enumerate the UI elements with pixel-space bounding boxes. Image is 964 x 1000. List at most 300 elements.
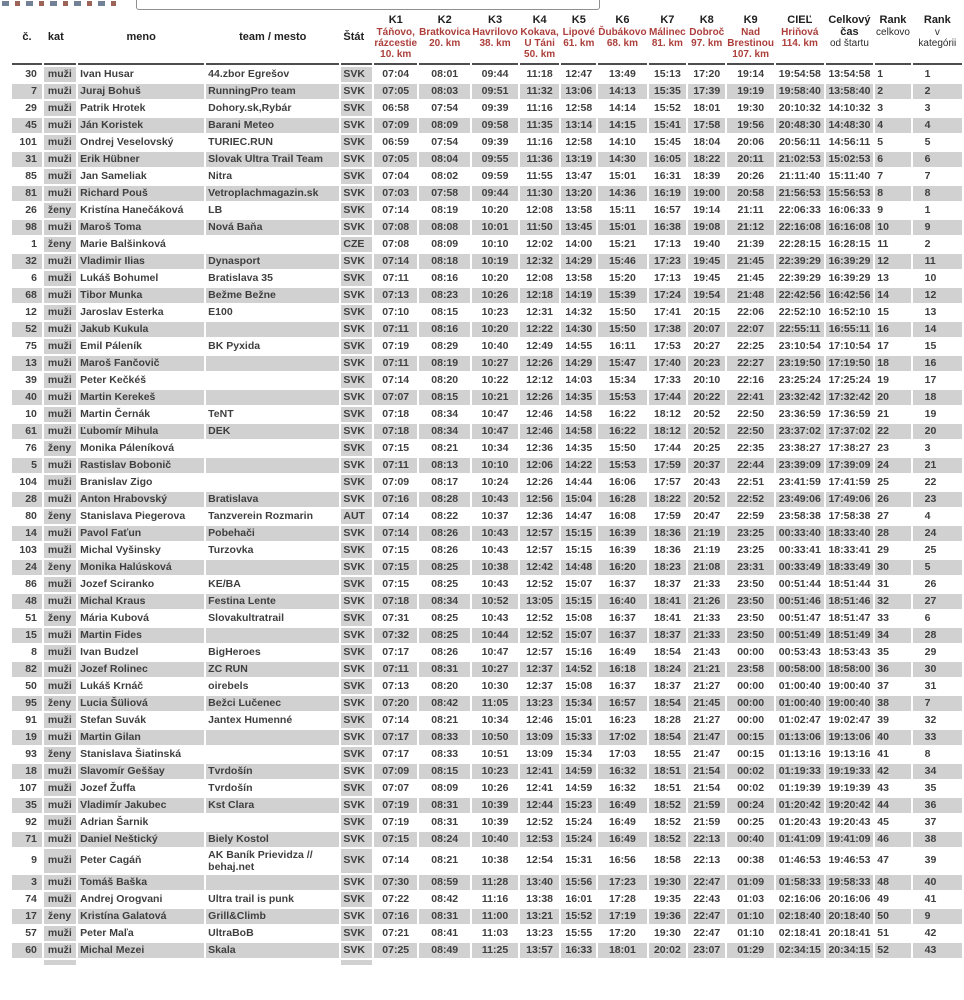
cell-meno: Peter Cagáň [80, 854, 142, 866]
cell-kat: muži [44, 475, 76, 490]
cell-team: Festina Lente [206, 594, 339, 609]
cell-k4: 11:30 [520, 186, 560, 201]
cell-rank: 51 [877, 926, 889, 939]
cell-k2: 08:31 [419, 662, 470, 677]
cell-k2: 08:31 [419, 798, 470, 813]
cell-bib: 13 [12, 356, 42, 371]
cell-k7: 18:36 [649, 526, 687, 541]
cell-k3: 10:47 [481, 407, 509, 420]
table-row [12, 356, 962, 371]
cell-k1: 07:17 [382, 747, 410, 760]
cell-rankkat: 7 [924, 169, 931, 182]
cell-k1: 07:16 [374, 909, 417, 924]
cell-k4: 13:23 [520, 696, 560, 711]
cell-k1: 07:13 [374, 288, 417, 303]
cell-kat: muži [44, 849, 76, 873]
cell-k3: 11:25 [472, 943, 518, 958]
cell-team [206, 390, 339, 405]
col-header-k4[interactable]: K4 Kokava, U Táni 50. km [520, 14, 560, 65]
table-row [12, 237, 962, 252]
cell-total: 20:18:40 [826, 909, 874, 924]
cell-k7: 16:31 [653, 169, 681, 182]
cell-k8: 22:13 [693, 854, 721, 866]
table-row [12, 909, 962, 924]
cell-ciel: 00:33:49 [776, 560, 824, 575]
col-header-k5[interactable]: K5 Lipové 61. km [561, 14, 596, 65]
cell-k4: 12:36 [526, 441, 554, 454]
table-row [12, 220, 962, 235]
cell-rank: 41 [877, 747, 889, 760]
cell-k3: 10:21 [472, 390, 518, 405]
cell-k8: 21:45 [688, 696, 725, 711]
cell-total: 16:42:56 [826, 288, 874, 303]
cell-k7: 16:05 [649, 152, 687, 167]
col-header-k2[interactable]: K2 Bratkovica 20. km [419, 14, 470, 65]
cell-k3: 10:34 [481, 713, 509, 726]
cell-k8: 20:43 [693, 475, 721, 488]
cell-k4: 12:32 [520, 254, 560, 269]
cell-k6: 17:02 [598, 730, 646, 745]
cell-k9: 21:45 [737, 271, 765, 284]
cell-total: 17:41:59 [828, 475, 871, 488]
cell-ciel: 00:51:44 [778, 577, 821, 590]
cell-k7: 18:37 [649, 628, 687, 643]
cell-k9: 22:52 [727, 492, 774, 507]
col-header-team[interactable]: team / mesto [206, 14, 339, 65]
cell-k1: 07:05 [374, 152, 417, 167]
col-header-kat[interactable]: kat [44, 14, 76, 65]
cell-team [206, 747, 339, 762]
cell-meno: Maroš Fančovič [78, 356, 204, 371]
cell-ciel: 22:55:11 [776, 322, 824, 337]
cell-k4: 12:42 [520, 560, 560, 575]
col-header-ciel[interactable]: CIEĽ Hriňová 114. km [776, 14, 824, 65]
cell-total: 18:53:43 [828, 645, 871, 658]
col-header-rankkat[interactable]: Rank v kategórii [913, 14, 962, 65]
cell-k4: 12:26 [520, 390, 560, 405]
cell-k1: 07:03 [374, 186, 417, 201]
cell-total: 17:36:59 [828, 407, 871, 420]
col-header-k7[interactable]: K7 Málinec 81. km [649, 14, 687, 65]
cell-k6: 16:22 [598, 424, 646, 439]
cell-k8: 19:08 [688, 220, 725, 235]
cell-team: ZC RUN [206, 662, 339, 677]
cell-k5: 14:35 [561, 390, 596, 405]
cell-k9: 21:39 [737, 237, 765, 250]
cell-k8: 19:40 [693, 237, 721, 250]
cell-k7: 18:41 [653, 611, 681, 624]
cell-k9: 19:14 [737, 67, 765, 80]
cell-k2: 08:49 [419, 943, 470, 958]
col-header-bib[interactable]: č. [12, 14, 42, 65]
cell-k8: 20:22 [688, 390, 725, 405]
cell-k8: 19:45 [688, 254, 725, 269]
cell-k3: 10:26 [481, 781, 509, 794]
cell-bib: 104 [19, 475, 37, 488]
cell-stat: SVK [341, 764, 372, 779]
cell-k6: 15:21 [608, 237, 636, 250]
cell-k4: 11:16 [526, 135, 553, 148]
cell-meno: Tomáš Baška [78, 875, 204, 890]
cell-stat: SVK [341, 594, 372, 609]
cell-ciel: 22:52:10 [778, 305, 821, 318]
cell-k7: 18:54 [649, 730, 687, 745]
cell-rankkat: 31 [924, 679, 937, 692]
cell-k6: 16:32 [598, 764, 646, 779]
cell-stat: SVK [341, 926, 372, 941]
table-row [12, 67, 962, 82]
cell-k3: 10:22 [481, 373, 509, 386]
cell-k3: 10:10 [472, 458, 518, 473]
cell-bib: 76 [25, 441, 37, 454]
cell-k1: 07:11 [374, 356, 417, 371]
table-row [12, 390, 962, 405]
cell-bib: 86 [25, 577, 37, 590]
cell-rankkat: 19 [924, 407, 937, 420]
cell-kat: ženy [44, 560, 76, 575]
cell-team: AK Baník Prievidza // behaj.net [208, 848, 313, 873]
cell-total: 18:33:41 [828, 543, 871, 556]
cell-k9: 22:50 [727, 424, 774, 439]
cell-k8: 21:19 [693, 543, 721, 556]
cell-k8: 21:47 [688, 730, 725, 745]
cell-k1: 07:31 [382, 611, 410, 624]
cell-kat: ženy [44, 747, 76, 762]
table-row [12, 713, 962, 728]
cell-meno: Lukáš Bohumel [80, 271, 159, 284]
cell-k1: 07:19 [382, 339, 410, 352]
cell-k3: 10:20 [481, 271, 509, 284]
cell-k3: 10:23 [472, 764, 518, 779]
cell-bib: 15 [12, 628, 42, 643]
cell-k1: 07:14 [382, 713, 410, 726]
cell-k2: 08:26 [431, 543, 459, 556]
cell-team: Tvrdošín [206, 764, 339, 779]
cell-rank: 40 [875, 730, 910, 745]
cell-k6: 15:50 [608, 305, 636, 318]
cell-k2: 08:09 [431, 237, 459, 250]
cell-k1: 07:19 [374, 798, 417, 813]
cell-rankkat: 8 [924, 747, 931, 760]
cell-k6: 15:50 [608, 441, 636, 454]
cell-k2: 08:09 [419, 118, 470, 133]
cell-rank: 30 [875, 560, 910, 575]
cell-k6: 14:14 [608, 101, 636, 114]
cell-total: 16:06:33 [828, 203, 871, 216]
cell-k5: 14:00 [565, 237, 593, 250]
cell-kat: muži [44, 390, 76, 405]
cell-k9: 23:25 [727, 526, 774, 541]
search-input[interactable] [136, 0, 600, 10]
cell-bib: 24 [12, 560, 42, 575]
cell-ciel: 23:10:54 [778, 339, 821, 352]
cell-ciel: 23:32:42 [776, 390, 824, 405]
cell-k5: 13:20 [561, 186, 596, 201]
cell-k8: 21:43 [693, 645, 721, 658]
cell-k7: 18:51 [649, 764, 687, 779]
cell-total: 15:02:53 [826, 152, 874, 167]
cell-k2: 08:29 [431, 339, 459, 352]
cell-k8: 20:52 [688, 424, 725, 439]
cell-k7: 15:45 [653, 135, 681, 148]
cell-k7: 18:52 [649, 832, 687, 847]
cell-total: 18:33:49 [826, 560, 874, 575]
col-header-meno[interactable]: meno [78, 14, 204, 65]
cell-rank: 17 [877, 339, 889, 352]
cell-k2: 08:25 [419, 560, 470, 575]
cell-rankkat: 12 [913, 288, 962, 303]
col-header-k1[interactable]: K1 Táňovo, rázcestie 10. km [374, 14, 417, 65]
cell-meno: Jozef Sciranko [80, 577, 155, 590]
cell-stat: SVK [341, 356, 372, 371]
table-body [12, 67, 962, 965]
cell-team: Barani Meteo [206, 118, 339, 133]
cell-k1: 07:08 [374, 220, 417, 235]
cell-rank: 2 [875, 84, 910, 99]
cell-rankkat: 2 [924, 237, 931, 250]
cell-total: 18:33:40 [826, 526, 874, 541]
cell-team: UltraBoB [208, 927, 254, 939]
cell-ciel: 00:51:46 [776, 594, 824, 609]
cell-k2: 07:54 [431, 101, 459, 114]
cell-rankkat: 1 [924, 67, 931, 80]
cell-rank: 32 [875, 594, 910, 609]
cell-k4: 12:41 [520, 764, 560, 779]
cell-k8: 21:08 [688, 560, 725, 575]
cell-k5: 14:55 [565, 339, 593, 352]
cell-rank: 23 [877, 441, 889, 454]
cell-k5: 14:30 [561, 322, 596, 337]
cell-meno: Patrik Hrotek [80, 101, 146, 114]
col-header-total[interactable]: Celkový čas od štartu [826, 14, 874, 65]
cell-team: BigHeroes [208, 646, 261, 658]
cell-rankkat: 6 [913, 152, 962, 167]
cell-k3: 10:38 [481, 854, 509, 866]
cell-k5: 15:31 [565, 854, 593, 866]
cell-ciel: 23:37:02 [776, 424, 824, 439]
cell-k9: 01:10 [737, 926, 765, 939]
cell-rankkat: 22 [924, 475, 937, 488]
col-header-rank[interactable]: Rank celkovo [875, 14, 910, 65]
cell-k5: 15:23 [561, 798, 596, 813]
table-row [12, 339, 962, 354]
cell-k5: 12:58 [565, 135, 593, 148]
cell-team: BK Pyxida [208, 340, 261, 352]
cell-meno: Adrian Šarnik [80, 815, 149, 828]
cell-ciel: 01:20:42 [776, 798, 824, 813]
col-header-k3[interactable]: K3 Havrilovo 38. km [472, 14, 518, 65]
cell-stat: SVK [341, 832, 372, 847]
cell-rank: 45 [877, 815, 889, 828]
table-row [12, 849, 962, 873]
cell-k3: 10:39 [481, 815, 509, 828]
cell-rank: 35 [877, 645, 889, 658]
cell-k9: 22:06 [737, 305, 765, 318]
cell-ciel: 23:36:59 [778, 407, 821, 420]
cell-k9: 22:35 [737, 441, 765, 454]
cell-ciel: 22:28:15 [778, 237, 821, 250]
cell-k4: 12:46 [520, 424, 560, 439]
cell-k8: 19:45 [693, 271, 721, 284]
cell-k3: 10:51 [481, 747, 509, 760]
cell-ciel: 01:00:40 [776, 696, 824, 711]
cell-k1: 07:30 [374, 875, 417, 890]
cell-k7: 18:52 [653, 815, 681, 828]
cell-k7 [649, 960, 687, 965]
cell-k5: 13:06 [561, 84, 596, 99]
cell-team [206, 628, 339, 643]
cell-k3: 11:03 [481, 926, 509, 939]
cell-rankkat: 21 [913, 458, 962, 473]
cell-k4: 12:06 [520, 458, 560, 473]
cell-team: Pobehači [206, 526, 339, 541]
cell-bib: 1 [31, 237, 37, 250]
cell-stat: SVK [341, 322, 372, 337]
cell-k5: 14:19 [561, 288, 596, 303]
cell-total: 15:56:53 [826, 186, 874, 201]
cell-k8: 19:14 [693, 203, 721, 216]
table-row [12, 492, 962, 507]
cell-team: Bratislava 35 [208, 272, 273, 284]
cell-k1: 07:18 [374, 594, 417, 609]
cell-k7: 17:38 [649, 322, 687, 337]
cell-k5: 14:29 [561, 356, 596, 371]
table-row [12, 628, 962, 643]
cell-rank: 42 [875, 764, 910, 779]
cell-stat: SVK [341, 407, 372, 422]
cell-total: 19:20:43 [828, 815, 871, 828]
cell-bib [12, 960, 42, 965]
table-row [12, 475, 962, 490]
cell-meno: Pavol Faťun [78, 526, 204, 541]
cell-stat: SVK [341, 577, 372, 592]
cell-k6: 17:28 [608, 892, 636, 905]
cell-rank: 36 [875, 662, 910, 677]
cell-team: TeNT [208, 408, 234, 420]
cell-k3: 09:44 [472, 186, 518, 201]
cell-k4: 12:37 [520, 662, 560, 677]
cell-rankkat: 27 [913, 594, 962, 609]
cell-k6: 16:37 [608, 679, 636, 692]
cell-k6: 16:39 [598, 526, 646, 541]
cell-k5: 15:07 [565, 577, 593, 590]
cell-k3: 10:30 [481, 679, 509, 692]
cell-stat: SVK [341, 628, 372, 643]
cell-meno: Maroš Toma [78, 220, 204, 235]
cell-k4: 12:44 [520, 798, 560, 813]
cell-k2 [419, 960, 470, 965]
cell-ciel: 23:58:38 [778, 509, 821, 522]
cell-k1: 07:15 [382, 441, 410, 454]
cell-kat: muži [44, 543, 76, 558]
cell-kat: muži [44, 288, 76, 303]
cell-k5: 15:04 [561, 492, 596, 507]
cell-total: 20:34:15 [826, 943, 874, 958]
cell-bib: 40 [12, 390, 42, 405]
cell-k3: 10:43 [472, 492, 518, 507]
cell-k9: 22:41 [727, 390, 774, 405]
cell-total: 15:11:40 [828, 169, 871, 182]
cell-k2: 08:18 [419, 254, 470, 269]
cell-k1: 07:32 [374, 628, 417, 643]
cell-meno: Martin Černák [80, 407, 151, 420]
cell-team: Kst Clara [206, 798, 339, 813]
cell-k1: 07:14 [374, 526, 417, 541]
cell-k6: 15:11 [609, 203, 636, 216]
cell-k9: 00:02 [737, 781, 765, 794]
cell-stat: SVK [341, 875, 372, 890]
cell-rankkat: 11 [913, 254, 962, 269]
cell-meno: Martin Gilan [78, 730, 204, 745]
cell-bib: 18 [12, 764, 42, 779]
table-row [12, 696, 962, 711]
cell-k4: 12:08 [526, 271, 554, 284]
cell-kat [44, 960, 76, 965]
col-header-k9[interactable]: K9 Nad Brestinou 107. km [727, 14, 774, 65]
cell-team: LB [208, 204, 223, 216]
cell-bib: 103 [19, 543, 37, 556]
cell-k6: 16:23 [608, 713, 636, 726]
cell-stat: SVK [341, 441, 372, 456]
cell-k8: 20:07 [688, 322, 725, 337]
cell-k6: 15:34 [608, 373, 636, 386]
cell-total: 19:13:16 [828, 747, 871, 760]
col-header-stat[interactable]: Štát [341, 14, 372, 65]
cell-total: 18:51:49 [826, 628, 874, 643]
cell-rank: 1 [877, 67, 884, 80]
cell-bib: 30 [25, 67, 37, 80]
cell-bib: 8 [31, 645, 37, 658]
cell-rankkat: 29 [924, 645, 937, 658]
cell-rankkat: 17 [924, 373, 937, 386]
cell-team: Bežme Bežne [206, 288, 339, 303]
cell-ciel: 21:56:53 [776, 186, 824, 201]
cell-rankkat: 14 [913, 322, 962, 337]
cell-k1: 07:22 [382, 892, 410, 905]
cell-k4: 12:56 [520, 492, 560, 507]
cell-k7: 16:38 [649, 220, 687, 235]
cell-k8: 17:20 [693, 67, 721, 80]
cell-k2: 08:01 [431, 67, 459, 80]
cell-ciel: 01:00:40 [778, 679, 821, 692]
cell-k1: 07:14 [382, 373, 410, 386]
cell-kat: muži [44, 662, 76, 677]
col-header-k6[interactable]: K6 Ďubákovo 68. km [598, 14, 646, 65]
cell-k8: 18:01 [693, 101, 721, 114]
cell-team: Ultra trail is punk [208, 893, 294, 905]
col-header-k8[interactable]: K8 Dobroč 97. km [688, 14, 725, 65]
cell-stat: SVK [341, 645, 372, 660]
cell-kat: muži [44, 815, 76, 830]
cell-ciel: 00:53:43 [778, 645, 821, 658]
cell-k6: 17:20 [608, 926, 636, 939]
cell-k2: 08:34 [431, 407, 459, 420]
cell-k3: 10:50 [472, 730, 518, 745]
cell-total: 19:46:53 [828, 854, 871, 866]
cell-rankkat: 43 [913, 943, 962, 958]
cell-total: 20:16:06 [828, 892, 871, 905]
cell-bib: 31 [12, 152, 42, 167]
cell-k3: 10:43 [481, 543, 509, 556]
table-row [12, 135, 962, 150]
cell-stat: SVK [341, 288, 372, 303]
table-row [12, 169, 962, 184]
cell-k2: 08:26 [419, 526, 470, 541]
cell-k7: 20:02 [649, 943, 687, 958]
cell-k2: 08:34 [419, 594, 470, 609]
cell-k2: 08:17 [431, 475, 459, 488]
table-row [12, 875, 962, 890]
